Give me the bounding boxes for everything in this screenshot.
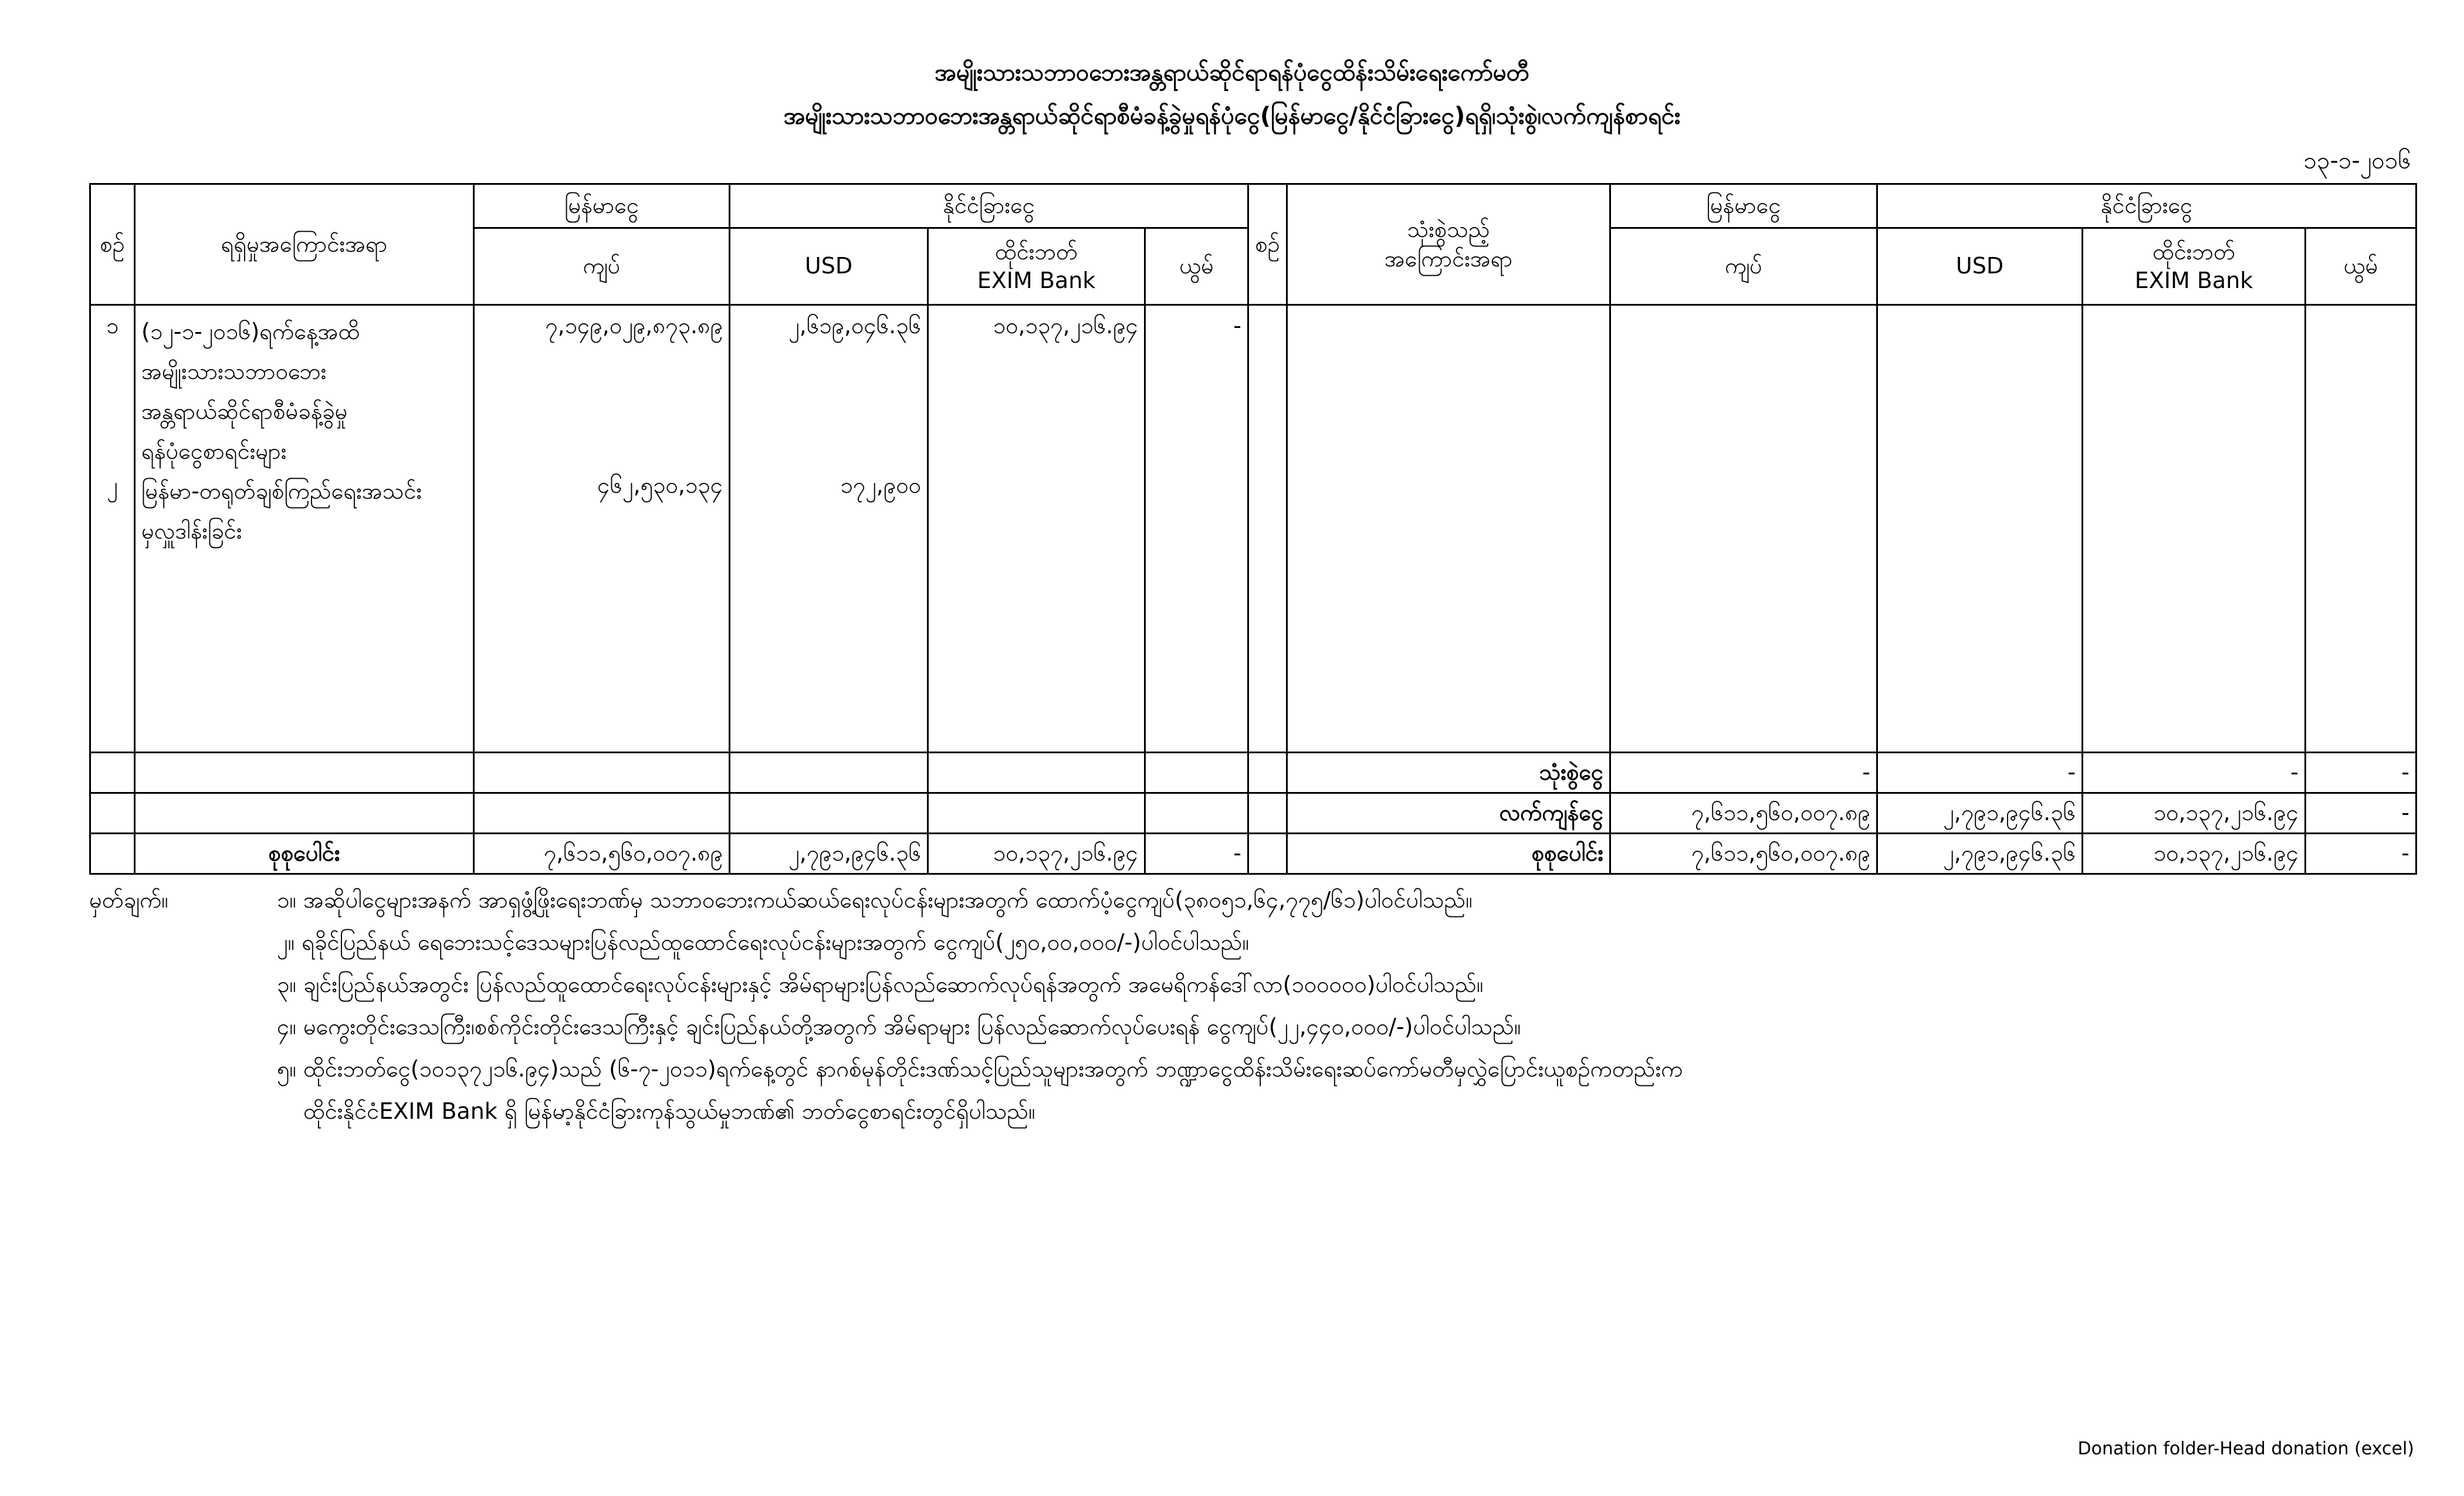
note-item-5: ၅။ ထိုင်းဘတ်ငွေ(၁၀၁၃၇၂၁၆.၉၄)သည် (၆-၇-၂၀၁၁)ရက်နေ့တွင် နာဂစ်မုန်တိုင်းဒဏ်သင့်ပြည်သူများအတွက် ဘဏ္ဍာငွေထိန်းသိမ်းရေးဆပ်ကော်မတီမှလွှဲပြောင်းယူစဉ်ကတည်းက: [277, 1056, 1683, 1082]
note-item-2: ၂။ ရခိုင်ပြည်နယ် ရေဘေးသင့်ဒေသများပြန်လည်ထူထောင်ရေးလုပ်ငန်းများအတွက် ငွေကျပ်(၂၅၀,၀၀,၀၀၀/-)ပါဝင်ပါသည်။: [277, 929, 1250, 955]
total-row: [90, 834, 2416, 874]
income-1-desc-line: ရန်ပုံငွေစာရင်းများ: [141, 438, 287, 464]
spent-kyat: -: [1610, 753, 1877, 793]
income-mmk-header: မြန်မာငွေ: [474, 184, 730, 228]
income-thb-header: ထိုင်းဘတ် EXIM Bank: [928, 228, 1145, 305]
expense-yuan-cell: [2306, 305, 2416, 753]
income-1-desc-line: အန္တရာယ်ဆိုင်ရာစီမံခန့်ခွဲမှု: [141, 398, 348, 424]
income-kyat-header: ကျပ်: [474, 228, 730, 305]
expense-kyat-cell: [1610, 305, 1877, 753]
spent-thb: -: [2083, 753, 2306, 793]
expense-usd-header: USD: [1877, 228, 2083, 305]
expense-total-thb: ၁၀,၁၃၇,၂၁၆.၉၄: [2083, 834, 2306, 874]
expense-desc-header: သုံးစွဲသည့် အကြောင်းအရာ: [1287, 184, 1610, 305]
serial-2: ၂: [107, 472, 118, 498]
income-desc-header: ရရှိမှုအကြောင်းအရာ: [135, 184, 474, 305]
report-title-line-1: အမျိုးသားသဘာဝဘေးအန္တရာယ်ဆိုင်ရာရန်ပုံငွေထိန်းသိမ်းရေးကော်မတီ: [935, 59, 1529, 86]
note-item-1: ၁။ အဆိုပါငွေများအနက် အာရှဖွံ့ဖြိုးရေးဘဏ်မှ သဘာဝဘေးကယ်ဆယ်ရေးလုပ်ငန်းများအတွက် ထောက်ပံ့ငွေကျပ်(၃၈၀၅၁,၆၄,၇၇၅/၆၁)ပါဝင်ပါသည်။: [277, 887, 1473, 913]
report-date: ၁၃-၁-၂၀၁၆: [2303, 147, 2411, 174]
balance-yuan: -: [2306, 793, 2416, 834]
income-1-kyat: ၇,၁၄၉,၀၂၉,၈၇၃.၈၉: [545, 313, 723, 339]
income-kyat-cell: [474, 305, 730, 753]
income-2-desc-line: မှလှူဒါန်းခြင်း: [141, 518, 242, 544]
expense-total-yuan: -: [2306, 834, 2416, 874]
header-row-1: [90, 184, 2416, 228]
expense-thb-header: ထိုင်းဘတ် EXIM Bank: [2083, 228, 2306, 305]
spent-yuan: -: [2306, 753, 2416, 793]
income-1-thb: ၁၀,၁၃၇,၂၁၆.၉၄: [993, 313, 1138, 339]
income-1-yuan: -: [1233, 313, 1241, 339]
income-yuan-cell: [1145, 305, 1248, 753]
report-title-line-2: အမျိုးသားသဘာဝဘေးအန္တရာယ်ဆိုင်ရာစီမံခန့်ခွဲမှုရန်ပုံငွေ(မြန်မာငွေ/နိုင်ငံခြားငွေ)ရရှိ၊သုံးစွဲ၊လက်ကျန်စာရင်း: [783, 103, 1681, 130]
income-total-yuan: -: [1145, 834, 1248, 874]
serial-cell: [90, 305, 135, 753]
note-item-3: ၃။ ချင်းပြည်နယ်အတွင်း ပြန်လည်ထူထောင်ရေးလုပ်ငန်းများနှင့် အိမ်ရာများပြန်လည်ဆောက်လုပ်ရန်အတွက် အမေရိကန်ဒေါ်လာ(၁၀၀၀၀၀)ပါဝင်ပါသည်။: [277, 972, 1484, 997]
income-total-kyat: ၇,၆၁၁,၅၆၀,၀၀၇.၈၉: [474, 834, 730, 874]
income-usd-header: USD: [730, 228, 928, 305]
table-row: [90, 305, 2416, 753]
notes-label: မှတ်ချက်။: [89, 887, 168, 913]
income-foreign-header: နိုင်ငံခြားငွေ: [730, 184, 1248, 228]
expense-serial-cell: [1248, 305, 1287, 753]
income-2-desc-line: မြန်မာ-တရုတ်ချစ်ကြည်ရေးအသင်း: [141, 478, 422, 504]
expense-usd-cell: [1877, 305, 2083, 753]
income-2-kyat: ၄၆၂,၅၃၀,၁၃၄: [597, 472, 723, 498]
balance-label: လက်ကျန်ငွေ: [1287, 793, 1610, 834]
income-1-usd: ၂,၆၁၉,၀၄၆.၃၆: [788, 313, 921, 339]
income-desc-cell: [135, 305, 474, 753]
spent-usd: -: [1877, 753, 2083, 793]
spent-row: [90, 753, 2416, 793]
income-1-desc-line: အမျိုးသားသဘာဝဘေး: [141, 358, 327, 384]
note-item-4: ၄။ မကွေးတိုင်းဒေသကြီး၊စစ်ကိုင်းတိုင်းဒေသကြီးနှင့် ချင်းပြည်နယ်တို့အတွက် အိမ်ရာများ ပြန်လည်ဆောက်လုပ်ပေးရန် ငွေကျပ်(၂၂,၄၄၀,၀၀၀/-)ပါဝင်ပါသည်။: [277, 1014, 1521, 1040]
balance-kyat: ၇,၆၁၁,၅၆၀,၀၀၇.၈၉: [1610, 793, 1877, 834]
income-2-usd: ၁၇၂,၉၀၀: [840, 472, 921, 498]
income-usd-cell: [730, 305, 928, 753]
expense-yuan-header: ယွမ်: [2306, 228, 2416, 305]
balance-usd: ၂,၇၉၁,၉၄၆.၃၆: [1877, 793, 2083, 834]
income-yuan-header: ယွမ်: [1145, 228, 1248, 305]
expense-thb-cell: [2083, 305, 2306, 753]
income-thb-cell: [928, 305, 1145, 753]
expense-desc-cell: [1287, 305, 1610, 753]
income-total-usd: ၂,၇၉၁,၉၄၆.၃၆: [730, 834, 928, 874]
source-footer: Donation folder-Head donation (excel): [2077, 1439, 2414, 1459]
balance-row: [90, 793, 2416, 834]
income-serial-header: စဉ်: [90, 184, 135, 305]
expense-total-kyat: ၇,၆၁၁,၅၆၀,၀၀၇.၈၉: [1610, 834, 1877, 874]
income-total-thb: ၁၀,၁၃၇,၂၁၆.၉၄: [928, 834, 1145, 874]
income-1-desc-line: (၁၂-၁-၂၀၁၆)ရက်နေ့အထိ: [141, 319, 360, 344]
funds-table: [89, 183, 2417, 875]
note-item-5-continued: ထိုင်းနိုင်ငံEXIM Bank ရှိ မြန်မာ့နိုင်ငံခြားကုန်သွယ်မှုဘဏ်၏ ဘတ်ငွေစာရင်းတွင်ရှိပါသည်။: [303, 1098, 1035, 1124]
expense-serial-header: စဉ်: [1248, 184, 1287, 305]
balance-thb: ၁၀,၁၃၇,၂၁၆.၉၄: [2083, 793, 2306, 834]
expense-total-usd: ၂,၇၉၁,၉၄၆.၃၆: [1877, 834, 2083, 874]
expense-total-label: စုစုပေါင်း: [1287, 834, 1610, 874]
income-total-label: စုစုပေါင်း: [135, 834, 474, 874]
serial-1: ၁: [106, 313, 119, 339]
expense-foreign-header: နိုင်ငံခြားငွေ: [1877, 184, 2416, 228]
expense-kyat-header: ကျပ်: [1610, 228, 1877, 305]
expense-mmk-header: မြန်မာငွေ: [1610, 184, 1877, 228]
spent-label: သုံးစွဲငွေ: [1287, 753, 1610, 793]
